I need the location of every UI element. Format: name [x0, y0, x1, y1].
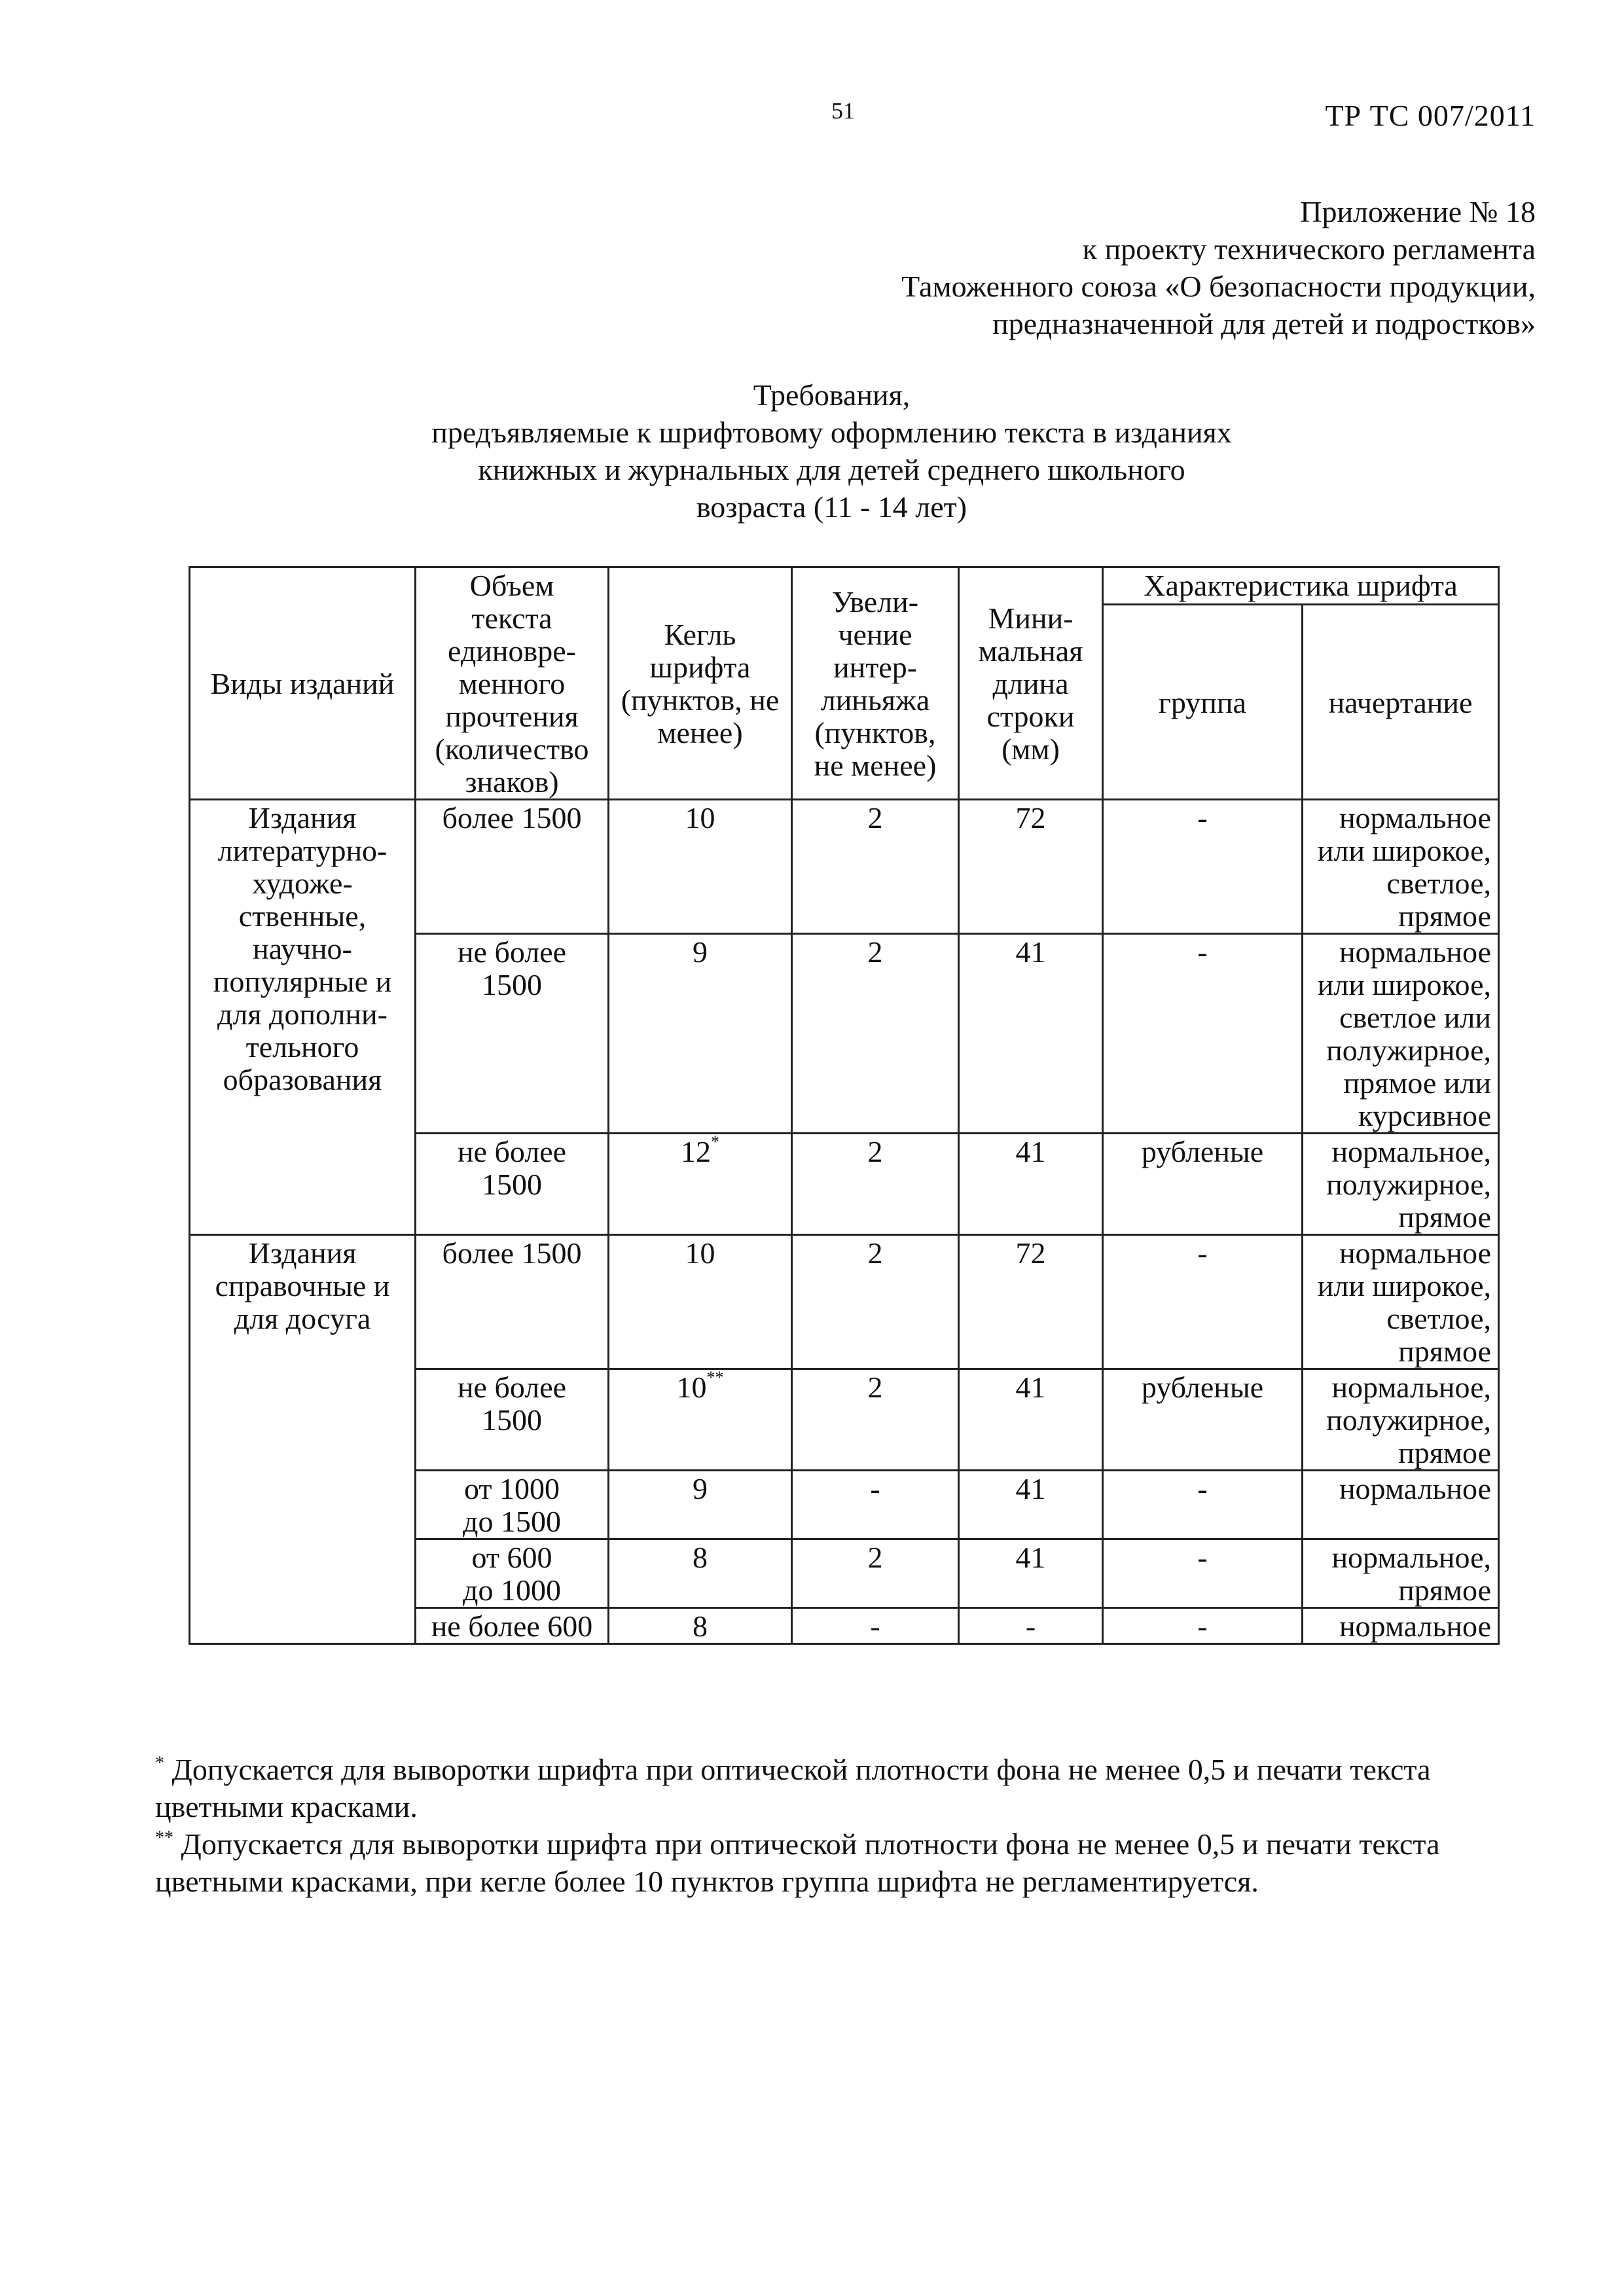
style-cell: [1303, 1369, 1499, 1471]
volume-cell: [416, 1471, 609, 1539]
cell-line: научно-: [253, 932, 352, 965]
kind-cell: [190, 800, 416, 1235]
cell-line: или широкое,: [1317, 968, 1492, 1001]
cell-line: единовре-: [448, 634, 576, 668]
header-row: [190, 567, 1499, 605]
min-length-cell: 41: [959, 1471, 1103, 1539]
size-value: 8: [693, 1541, 708, 1574]
size-value: 12: [681, 1135, 711, 1168]
cell-line: интер-: [833, 651, 918, 684]
cell-line: полужирное,: [1326, 1168, 1492, 1201]
cell-line: Увели-: [831, 585, 919, 619]
cell-line: менее): [657, 716, 743, 749]
footnote-mark: *: [711, 1132, 719, 1151]
table-row: [190, 1235, 1499, 1369]
cell-line: (количество: [435, 732, 589, 766]
cell-line: справочные и: [215, 1269, 390, 1302]
cell-line: светлое или: [1339, 1001, 1492, 1034]
leading-cell: 2: [792, 800, 959, 934]
leading-cell: 2: [792, 1235, 959, 1369]
cell-line: или широкое,: [1317, 834, 1492, 867]
size-cell: [609, 1134, 792, 1235]
cell-line: строки: [986, 700, 1075, 733]
cell-line: полужирное,: [1326, 1033, 1492, 1067]
style-cell: [1303, 1235, 1499, 1369]
appendix-line: Приложение № 18: [1300, 195, 1536, 228]
cell-line: чение: [838, 618, 912, 651]
cell-line: прямое: [1398, 899, 1492, 933]
size-cell: [609, 1235, 792, 1369]
heading-line: книжных и журнальных для детей среднего школьного: [478, 453, 1185, 486]
header-leading: [792, 567, 959, 800]
cell-line: 1500: [482, 1168, 542, 1201]
min-length-cell: 41: [959, 1369, 1103, 1471]
size-value: 8: [693, 1609, 708, 1643]
heading-line: предъявляемые к шрифтовому оформлению текста в изданиях: [431, 416, 1232, 449]
appendix-line: к проекту технического регламента: [1082, 232, 1536, 266]
cell-line: популярные и: [213, 965, 392, 998]
cell-line: не более: [457, 1371, 567, 1404]
cell-line: мальная: [978, 634, 1083, 668]
cell-line: нормальное: [1339, 1236, 1492, 1270]
volume-cell: [416, 1369, 609, 1471]
style-cell: [1303, 1471, 1499, 1539]
cell-line: не более 600: [431, 1609, 593, 1643]
size-value: 10: [685, 801, 715, 834]
footnote: [155, 1751, 1536, 1825]
header-style: начертание: [1303, 605, 1499, 800]
cell-line: текста: [471, 601, 552, 635]
style-cell: [1303, 1539, 1499, 1608]
cell-line: Мини-: [988, 601, 1074, 635]
leading-cell: 2: [792, 1539, 959, 1608]
leading-cell: -: [792, 1471, 959, 1539]
cell-line: нормальное: [1339, 935, 1492, 969]
size-value: 9: [693, 1472, 708, 1505]
cell-line: знаков): [465, 765, 559, 798]
cell-line: от 600: [471, 1541, 552, 1574]
style-cell: [1303, 1608, 1499, 1644]
style-cell: [1303, 934, 1499, 1134]
leading-cell: 2: [792, 1134, 959, 1235]
header-min-length: [959, 567, 1103, 800]
cell-line: Кегль: [664, 618, 736, 651]
cell-line: полужирное,: [1326, 1403, 1492, 1437]
size-cell: [609, 1608, 792, 1644]
cell-line: прямое: [1398, 1436, 1492, 1469]
cell-line: прямое: [1398, 1573, 1492, 1607]
footnote-text: Допускается для выворотки шрифта при оптической плотности фона не менее 0,5 и печати текста цветными красками.: [155, 1753, 1431, 1823]
cell-line: нормальное: [1339, 1609, 1492, 1643]
footnote-text: Допускается для выворотки шрифта при оптической плотности фона не менее 0,5 и печати текста цветными красками, при кегле более 10 пунктов группа шрифта не регламентируется.: [155, 1827, 1440, 1898]
cell-line: светлое,: [1386, 867, 1492, 900]
cell-line: 1500: [482, 968, 542, 1001]
cell-line: не более: [457, 935, 567, 969]
cell-line: Объем: [469, 569, 554, 602]
group-cell: -: [1103, 1539, 1303, 1608]
leading-cell: 2: [792, 1369, 959, 1471]
cell-line: нормальное: [1339, 801, 1492, 834]
cell-line: светлое,: [1386, 1302, 1492, 1335]
cell-line: для дополни-: [217, 997, 388, 1031]
leading-cell: -: [792, 1608, 959, 1644]
footnote-mark: **: [706, 1367, 724, 1387]
leading-cell: 2: [792, 934, 959, 1134]
min-length-cell: 41: [959, 1539, 1103, 1608]
group-cell: -: [1103, 1235, 1303, 1369]
cell-line: прочтения: [445, 700, 579, 733]
appendix-line: Таможенного союза «О безопасности продукции,: [901, 270, 1536, 303]
volume-cell: [416, 1608, 609, 1644]
header-volume: [416, 567, 609, 800]
cell-line: для досуга: [234, 1302, 371, 1335]
heading-line: возраста (11 - 14 лет): [696, 490, 967, 524]
cell-line: не менее): [814, 749, 937, 782]
cell-line: образования: [223, 1063, 382, 1096]
footnote-mark: *: [155, 1753, 164, 1774]
cell-line: линьяжа: [820, 683, 930, 717]
heading-line: Требования,: [753, 378, 911, 412]
style-cell: [1303, 1134, 1499, 1235]
cell-line: более 1500: [442, 801, 582, 834]
cell-line: нормальное: [1339, 1472, 1492, 1505]
cell-line: или широкое,: [1317, 1269, 1492, 1302]
volume-cell: [416, 1134, 609, 1235]
cell-line: длина: [992, 667, 1069, 700]
appendix-line: предназначенной для детей и подростков»: [992, 307, 1536, 340]
size-cell: [609, 1539, 792, 1608]
cell-line: более 1500: [442, 1236, 582, 1270]
group-cell: рубленые: [1103, 1134, 1303, 1235]
volume-cell: [416, 934, 609, 1134]
min-length-cell: 41: [959, 1134, 1103, 1235]
page-number: 51: [831, 98, 855, 124]
footnote-mark: **: [155, 1827, 173, 1848]
size-cell: [609, 934, 792, 1134]
cell-line: до 1500: [463, 1505, 561, 1538]
cell-line: ственные,: [238, 899, 367, 933]
cell-line: курсивное: [1358, 1099, 1492, 1132]
cell-line: прямое: [1398, 1200, 1492, 1234]
cell-line: (мм): [1001, 732, 1060, 766]
header-group: группа: [1103, 605, 1303, 800]
volume-cell: [416, 1235, 609, 1369]
cell-line: (пунктов, не: [621, 683, 780, 717]
size-value: 10: [685, 1236, 715, 1270]
min-length-cell: 41: [959, 934, 1103, 1134]
cell-line: прямое: [1398, 1335, 1492, 1368]
table-row: [190, 800, 1499, 934]
size-cell: [609, 1471, 792, 1539]
header-size: [609, 567, 792, 800]
cell-line: нормальное,: [1331, 1135, 1492, 1168]
size-cell: [609, 800, 792, 934]
cell-line: Издания: [248, 801, 357, 834]
group-cell: -: [1103, 800, 1303, 934]
kind-cell: [190, 1235, 416, 1644]
group-cell: -: [1103, 1471, 1303, 1539]
size-cell: [609, 1369, 792, 1471]
volume-cell: [416, 800, 609, 934]
cell-line: художе-: [252, 867, 353, 900]
cell-line: литературно-: [217, 834, 388, 867]
volume-cell: [416, 1539, 609, 1608]
cell-line: от 1000: [464, 1472, 560, 1505]
header-kind: Виды изданий: [190, 567, 416, 800]
footnotes: [155, 1751, 1536, 1900]
min-length-cell: 72: [959, 1235, 1103, 1369]
cell-line: шрифта: [649, 651, 751, 684]
requirements-table: [189, 566, 1500, 1645]
document-heading: [0, 376, 1624, 526]
group-cell: -: [1103, 1608, 1303, 1644]
min-length-cell: 72: [959, 800, 1103, 934]
cell-line: нормальное,: [1331, 1541, 1492, 1574]
cell-line: 1500: [482, 1403, 542, 1437]
appendix-block: [901, 193, 1536, 342]
cell-line: (пунктов,: [814, 716, 936, 749]
cell-line: нормальное,: [1331, 1371, 1492, 1404]
cell-line: тельного: [245, 1030, 359, 1064]
cell-line: менного: [458, 667, 566, 700]
size-value: 9: [693, 935, 708, 969]
size-value: 10: [676, 1371, 707, 1404]
document-code: ТР ТС 007/2011: [1325, 99, 1536, 132]
cell-line: Издания: [248, 1236, 357, 1270]
cell-line: до 1000: [463, 1573, 561, 1607]
header-font-characteristic: Характеристика шрифта: [1103, 567, 1499, 605]
footnote: [155, 1825, 1536, 1900]
cell-line: не более: [457, 1135, 567, 1168]
style-cell: [1303, 800, 1499, 934]
min-length-cell: -: [959, 1608, 1103, 1644]
group-cell: -: [1103, 934, 1303, 1134]
cell-line: прямое или: [1343, 1066, 1492, 1100]
group-cell: рубленые: [1103, 1369, 1303, 1471]
